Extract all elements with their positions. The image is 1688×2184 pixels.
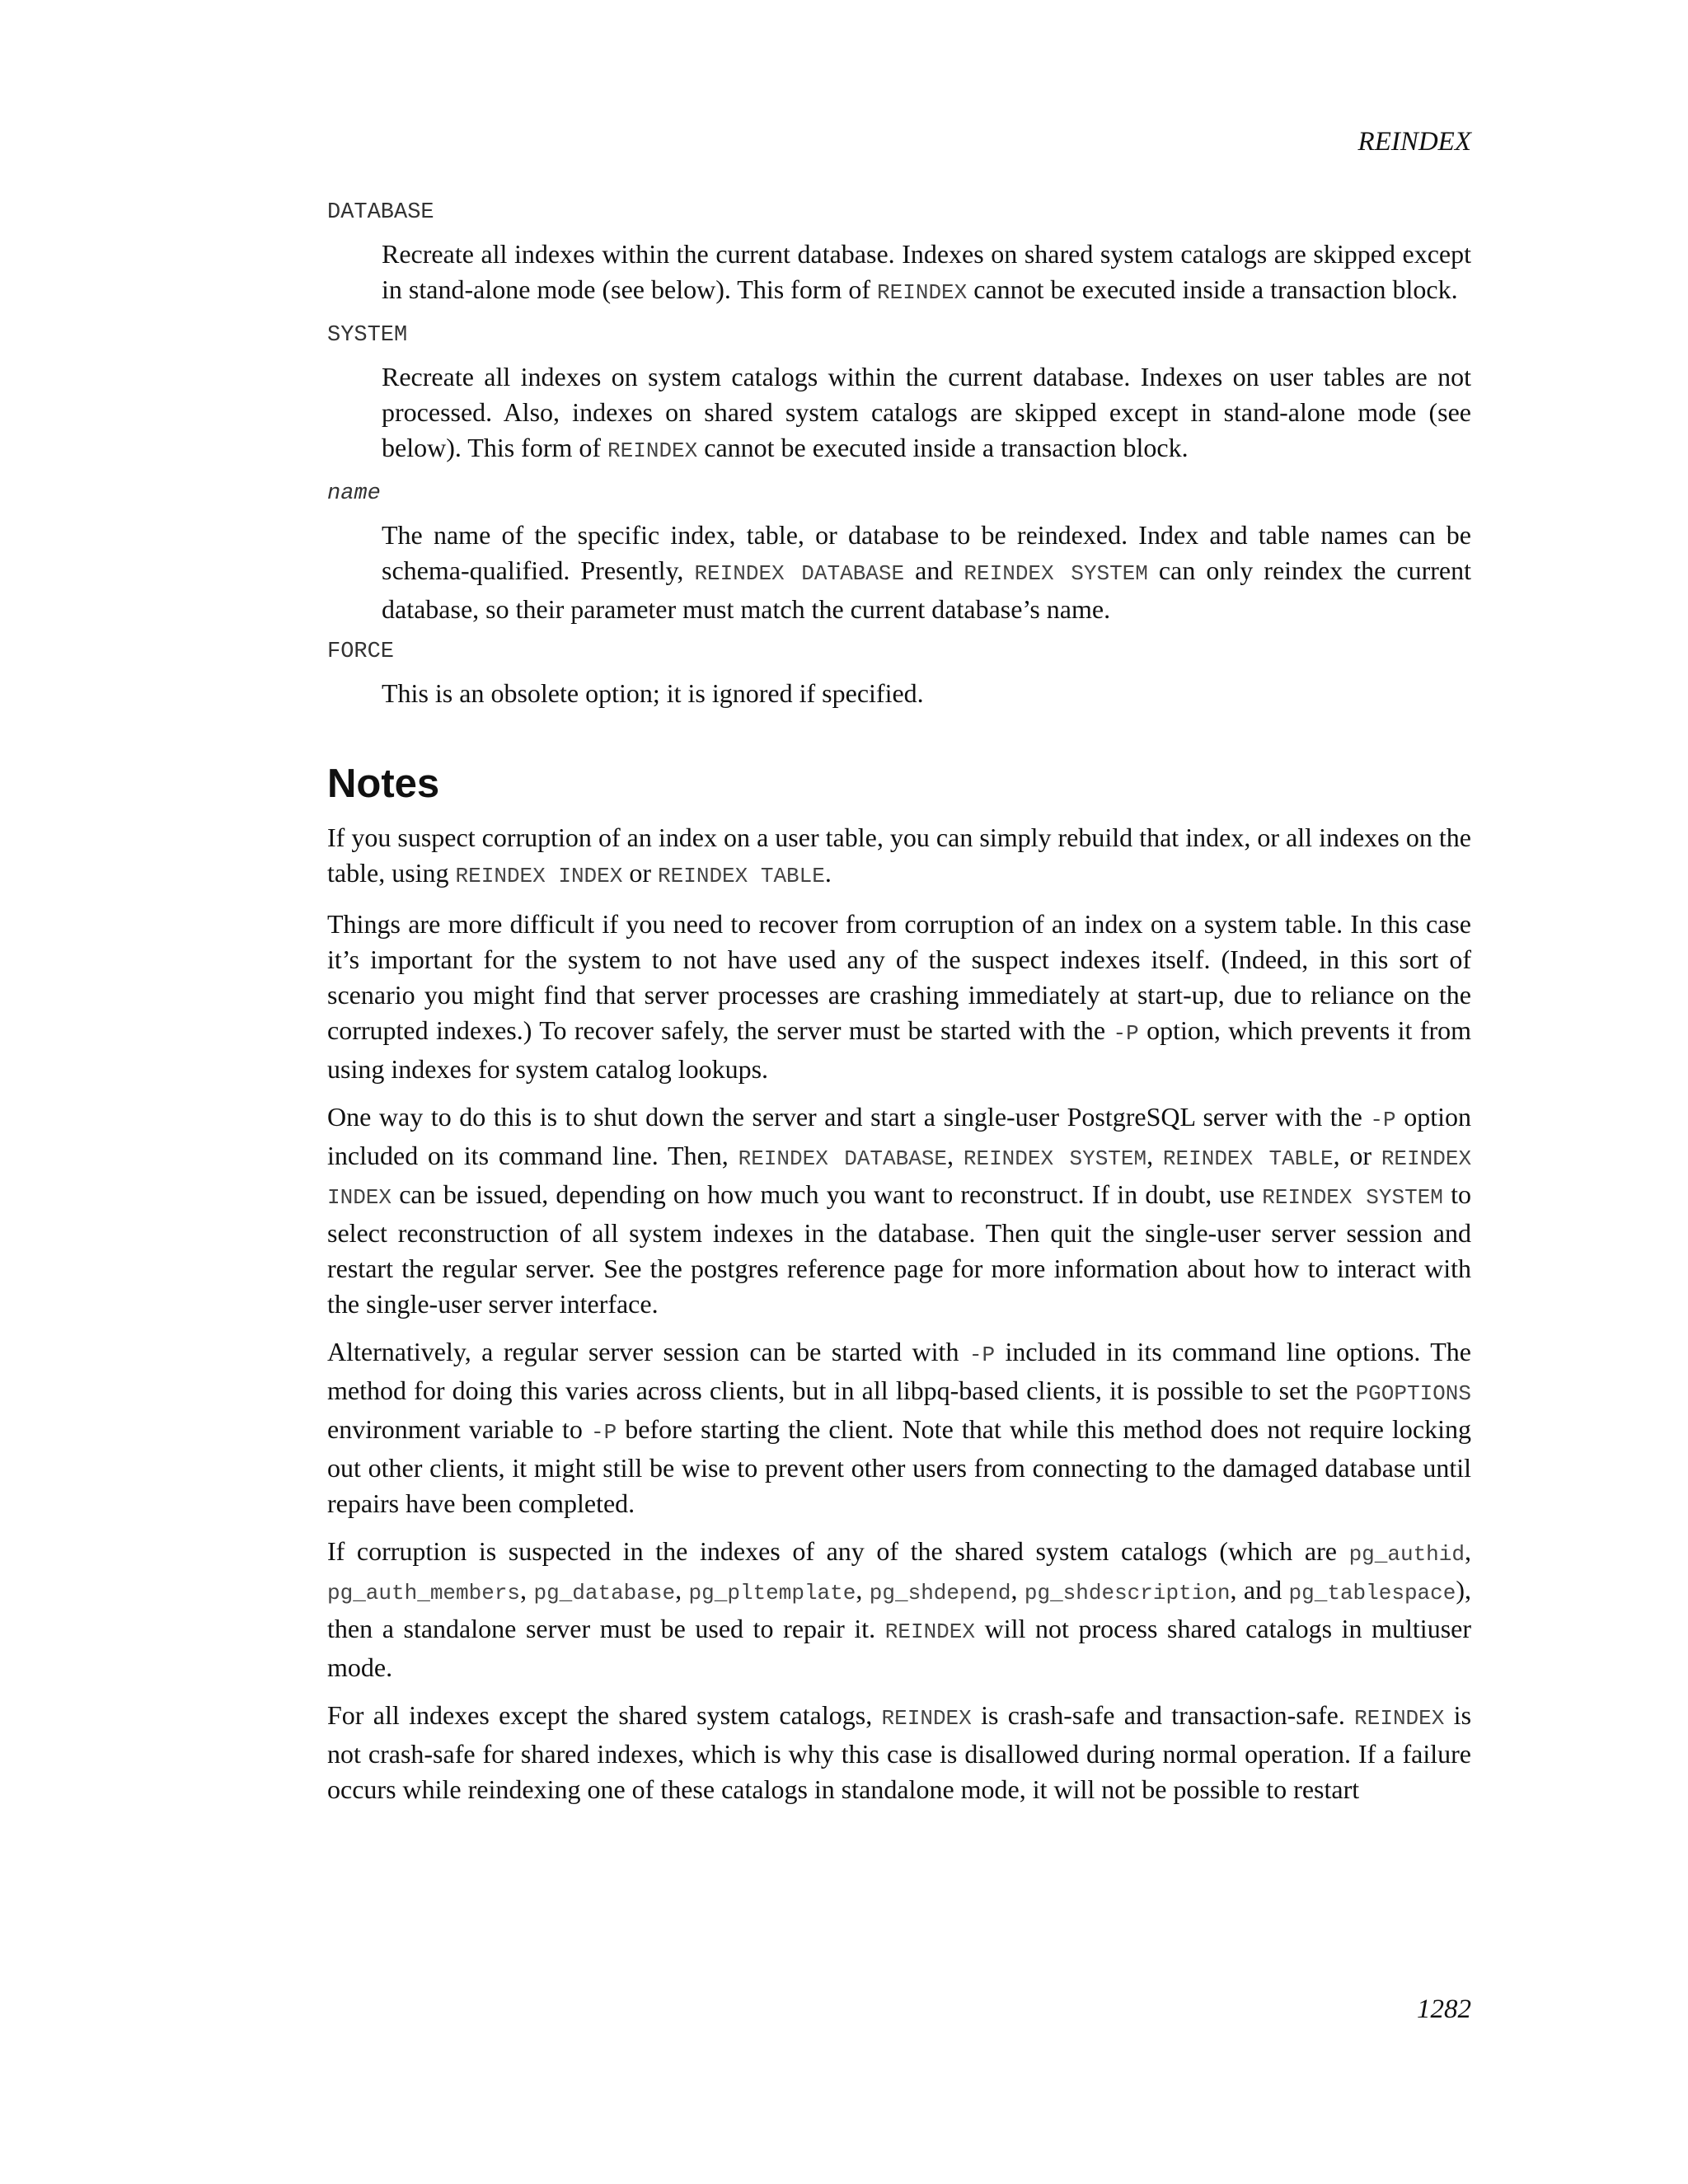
page-content [327, 196, 1471, 1820]
inline-code: REINDEX TABLE [658, 864, 825, 888]
text-run: before starting the client. Note that while this method does not require locking out other clients, it might still be wise to prevent other users from connecting to the damaged database until repairs have been completed. [327, 1414, 1472, 1518]
inline-code: pg_shdepend [869, 1581, 1011, 1605]
inline-code: -P [590, 1420, 617, 1445]
inline-code: pg_auth_members [327, 1581, 521, 1605]
inline-code: REINDEX [1354, 1706, 1445, 1731]
text-run: This is an obsolete option; it is ignored if specified. [382, 678, 924, 708]
inline-code: PGOPTIONS [1355, 1381, 1471, 1406]
text-run: cannot be executed inside a transaction block. [967, 274, 1458, 304]
parameter-term: DATABASE [327, 200, 434, 225]
parameter-list [327, 196, 1471, 711]
inline-code: REINDEX INDEX [455, 864, 623, 888]
parameter-description [382, 518, 1471, 627]
inline-code: pg_shdescription [1024, 1581, 1231, 1605]
text-run: is not crash-safe for shared indexes, which is why this case is disallowed during normal operation. If a failure occurs while reindexing one of these catalogs in standalone mode, it will not be possible to restart [327, 1700, 1472, 1804]
inline-code: -P [1113, 1021, 1139, 1046]
text-run: to select reconstruction of all system indexes in the database. Then quit the single-user server session and restart the regular server. See the postgres reference page for more information about how to interact with the single-user server interface. [327, 1179, 1472, 1319]
inline-code: pg_pltemplate [688, 1581, 856, 1605]
text-run: option included on its command line. Then, [327, 1102, 1472, 1170]
text-run: environment variable to [327, 1414, 591, 1444]
text-run: or [622, 858, 659, 888]
text-run: , [1465, 1536, 1471, 1566]
text-run: , and [1230, 1575, 1289, 1605]
inline-code: REINDEX [877, 280, 968, 305]
notes-section [327, 820, 1471, 1807]
text-run: Alternatively, a regular server session can be started with [327, 1337, 969, 1366]
inline-code: REINDEX DATABASE [694, 561, 905, 586]
notes-paragraph [327, 1534, 1471, 1685]
document-page [327, 0, 1471, 2184]
text-run: can only reindex the current database, so their parameter must match the current database’s name. [382, 555, 1472, 624]
text-run: and [904, 555, 964, 585]
inline-code: -P [968, 1343, 996, 1367]
text-run: For all indexes except the shared system catalogs, [327, 1700, 882, 1730]
text-run: Recreate all indexes within the current database. Indexes on shared system catalogs are skipped except in stand-alone mode (see below). This form of [382, 239, 1471, 304]
text-run: ), then a standalone server must be used to repair it. [327, 1575, 1472, 1643]
text-run: If corruption is suspected in the indexes of any of the shared system catalogs (which are [327, 1536, 1349, 1566]
text-run: is crash-safe and transaction-safe. [971, 1700, 1355, 1730]
text-run: cannot be executed inside a transaction block. [697, 433, 1189, 462]
running-header-title: REINDEX [1357, 127, 1471, 157]
inline-code: REINDEX TABLE [1162, 1146, 1334, 1171]
text-run: option, which prevents it from using indexes for system catalog lookups. [327, 1015, 1472, 1084]
parameter-term: SYSTEM [327, 323, 408, 348]
text-run: will not process shared catalogs in multiuser mode. [327, 1614, 1472, 1682]
inline-code: REINDEX SYSTEM [963, 1146, 1147, 1171]
inline-code: pg_authid [1348, 1542, 1465, 1567]
text-run: Things are more difficult if you need to recover from corruption of an index on a system table. In this case it’s important for the system to not have used any of the suspect indexes itself. (Indeed, in this sort of scenario you might find that server processes are crashing immediately at start-up, due to reliance on the corrupted indexes.) To recover safely, the server must be started with the [327, 909, 1471, 1045]
text-run: , [947, 1141, 964, 1170]
text-run: , [1146, 1141, 1163, 1170]
text-run: One way to do this is to shut down the server and start a single-user PostgreSQL server with the [327, 1102, 1371, 1132]
text-run: , or [1333, 1141, 1381, 1170]
text-run: . [824, 858, 832, 888]
parameter-entry [327, 196, 1471, 311]
parameter-description [382, 676, 1471, 711]
inline-code: REINDEX [881, 1706, 972, 1731]
text-run: , [520, 1575, 534, 1605]
notes-paragraph [327, 1099, 1471, 1322]
inline-code: pg_database [533, 1581, 676, 1605]
text-run: , [675, 1575, 689, 1605]
parameter-entry [327, 477, 1471, 627]
notes-paragraph [327, 907, 1471, 1087]
page-number: 1282 [1417, 1994, 1471, 2024]
inline-code: REINDEX DATABASE [738, 1146, 948, 1171]
text-run: If you suspect corruption of an index on a user table, you can simply rebuild that index, or all indexes on the table, using [327, 823, 1471, 888]
inline-code: REINDEX [607, 438, 698, 463]
text-run: Recreate all indexes on system catalogs within the current database. Indexes on user tables are not processed. Also, indexes on shared system catalogs are skipped except in stand-alone mode (see below). This form of [382, 362, 1471, 462]
parameter-entry [327, 635, 1471, 711]
notes-paragraph [327, 820, 1471, 894]
inline-code: REINDEX [884, 1619, 975, 1644]
notes-paragraph [327, 1334, 1471, 1521]
inline-code: -P [1370, 1108, 1396, 1132]
text-run: included in its command line options. The method for doing this varies across clients, but in all libpq-based clients, it is possible to set the [327, 1337, 1472, 1405]
text-run: can be issued, depending on how much you want to reconstruct. If in doubt, use [392, 1179, 1263, 1209]
inline-code: REINDEX SYSTEM [964, 561, 1148, 586]
notes-paragraph [327, 1698, 1471, 1807]
inline-code: REINDEX SYSTEM [1262, 1185, 1443, 1210]
text-run: , [856, 1575, 870, 1605]
inline-code: pg_tablespace [1288, 1581, 1456, 1605]
inline-code: REINDEX INDEX [327, 1146, 1472, 1210]
parameter-description [382, 237, 1471, 311]
notes-heading: Notes [327, 762, 440, 806]
text-run: , [1010, 1575, 1025, 1605]
parameter-term: name [327, 481, 381, 506]
parameter-description [382, 359, 1471, 469]
parameter-entry [327, 319, 1471, 469]
text-run: The name of the specific index, table, or database to be reindexed. Index and table names can be schema-qualified. Presently, [382, 520, 1471, 585]
parameter-term: FORCE [327, 640, 395, 664]
